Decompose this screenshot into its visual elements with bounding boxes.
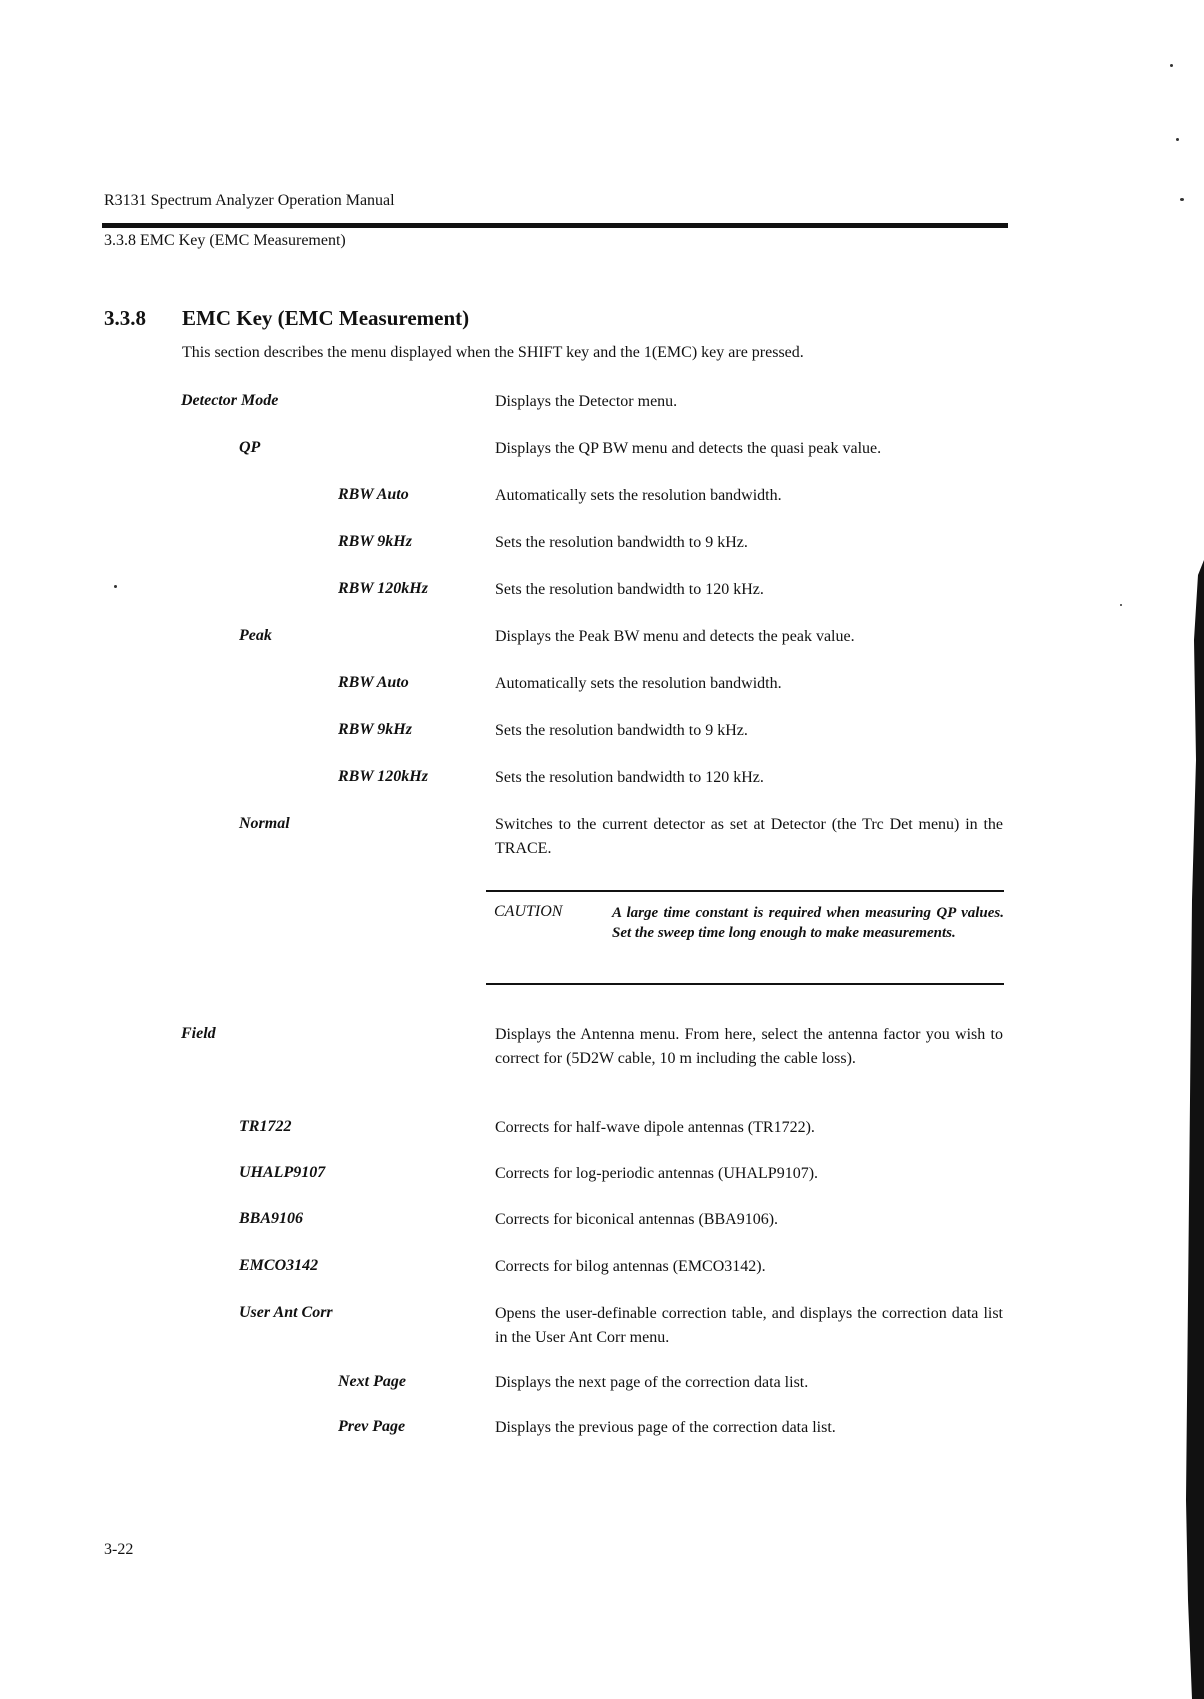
- header-rule: [102, 223, 1008, 228]
- desc-next-page: Displays the next page of the correction data list.: [495, 1374, 809, 1391]
- term-tr1722: TR1722: [239, 1118, 292, 1135]
- section-title: EMC Key (EMC Measurement): [182, 306, 470, 330]
- caution-text: A large time constant is required when measuring QP values. Set the sweep time long enough to make measurements.: [612, 905, 1004, 941]
- desc-normal: Switches to the current detector as set at Detector (the Trc Det menu) in the TRACE.: [495, 816, 1003, 857]
- term-uhalp9107: UHALP9107: [239, 1164, 326, 1181]
- desc-user-ant-corr: Opens the user-definable correction table, and displays the correction data list in the User Ant Corr menu.: [495, 1305, 1003, 1346]
- running-header-title: R3131 Spectrum Analyzer Operation Manual: [104, 192, 395, 209]
- page-number: 3-22: [104, 1541, 134, 1558]
- term-normal: Normal: [239, 815, 290, 832]
- desc-qp: Displays the QP BW menu and detects the quasi peak value.: [495, 440, 882, 457]
- term-qp-rbw-120khz: RBW 120kHz: [338, 580, 428, 597]
- desc-uhalp9107: Corrects for log-periodic antennas (UHALP9107).: [495, 1165, 819, 1182]
- term-peak-rbw-auto: RBW Auto: [338, 674, 409, 691]
- desc-prev-page: Displays the previous page of the correction data list.: [495, 1419, 836, 1436]
- term-peak: Peak: [239, 627, 272, 644]
- section-number: 3.3.8: [104, 306, 146, 330]
- desc-field: Displays the Antenna menu. From here, select the antenna factor you wish to correct for (5D2W cable, 10 m including the cable loss).: [495, 1026, 1003, 1067]
- scan-speck: [114, 585, 117, 588]
- term-prev-page: Prev Page: [338, 1418, 406, 1435]
- term-next-page: Next Page: [338, 1373, 406, 1390]
- term-peak-rbw-9khz: RBW 9kHz: [338, 721, 412, 738]
- term-detector-mode: Detector Mode: [181, 392, 279, 409]
- desc-qp-rbw-auto: Automatically sets the resolution bandwidth.: [495, 487, 782, 504]
- scan-speck: [1180, 198, 1184, 201]
- caution-label: CAUTION: [494, 903, 563, 920]
- desc-peak: Displays the Peak BW menu and detects the peak value.: [495, 628, 855, 645]
- desc-peak-rbw-120khz: Sets the resolution bandwidth to 120 kHz.: [495, 769, 764, 786]
- caution-top-rule: [486, 890, 1004, 892]
- term-peak-rbw-120khz: RBW 120kHz: [338, 768, 428, 785]
- desc-qp-rbw-9khz: Sets the resolution bandwidth to 9 kHz.: [495, 534, 748, 551]
- term-field: Field: [181, 1025, 216, 1042]
- desc-bba9106: Corrects for biconical antennas (BBA9106).: [495, 1211, 779, 1228]
- term-qp-rbw-9khz: RBW 9kHz: [338, 533, 412, 550]
- term-user-ant-corr: User Ant Corr: [239, 1304, 333, 1321]
- term-qp: QP: [239, 439, 261, 456]
- desc-detector-mode: Displays the Detector menu.: [495, 393, 678, 410]
- desc-peak-rbw-auto: Automatically sets the resolution bandwidth.: [495, 675, 782, 692]
- scan-speck: [1170, 64, 1173, 67]
- term-emco3142: EMCO3142: [239, 1257, 319, 1274]
- running-header-subsection: 3.3.8 EMC Key (EMC Measurement): [104, 232, 346, 249]
- scan-speck: [1176, 138, 1179, 141]
- caution-bottom-rule: [486, 983, 1004, 985]
- term-qp-rbw-auto: RBW Auto: [338, 486, 409, 503]
- desc-qp-rbw-120khz: Sets the resolution bandwidth to 120 kHz.: [495, 581, 764, 598]
- scan-speck: [1120, 604, 1122, 606]
- scan-edge-shadow: [1186, 0, 1204, 1699]
- desc-peak-rbw-9khz: Sets the resolution bandwidth to 9 kHz.: [495, 722, 748, 739]
- term-bba9106: BBA9106: [239, 1210, 304, 1227]
- section-intro: This section describes the menu displayed when the SHIFT key and the 1(EMC) key are pressed.: [182, 344, 804, 361]
- desc-emco3142: Corrects for bilog antennas (EMCO3142).: [495, 1258, 766, 1275]
- desc-tr1722: Corrects for half-wave dipole antennas (TR1722).: [495, 1119, 815, 1136]
